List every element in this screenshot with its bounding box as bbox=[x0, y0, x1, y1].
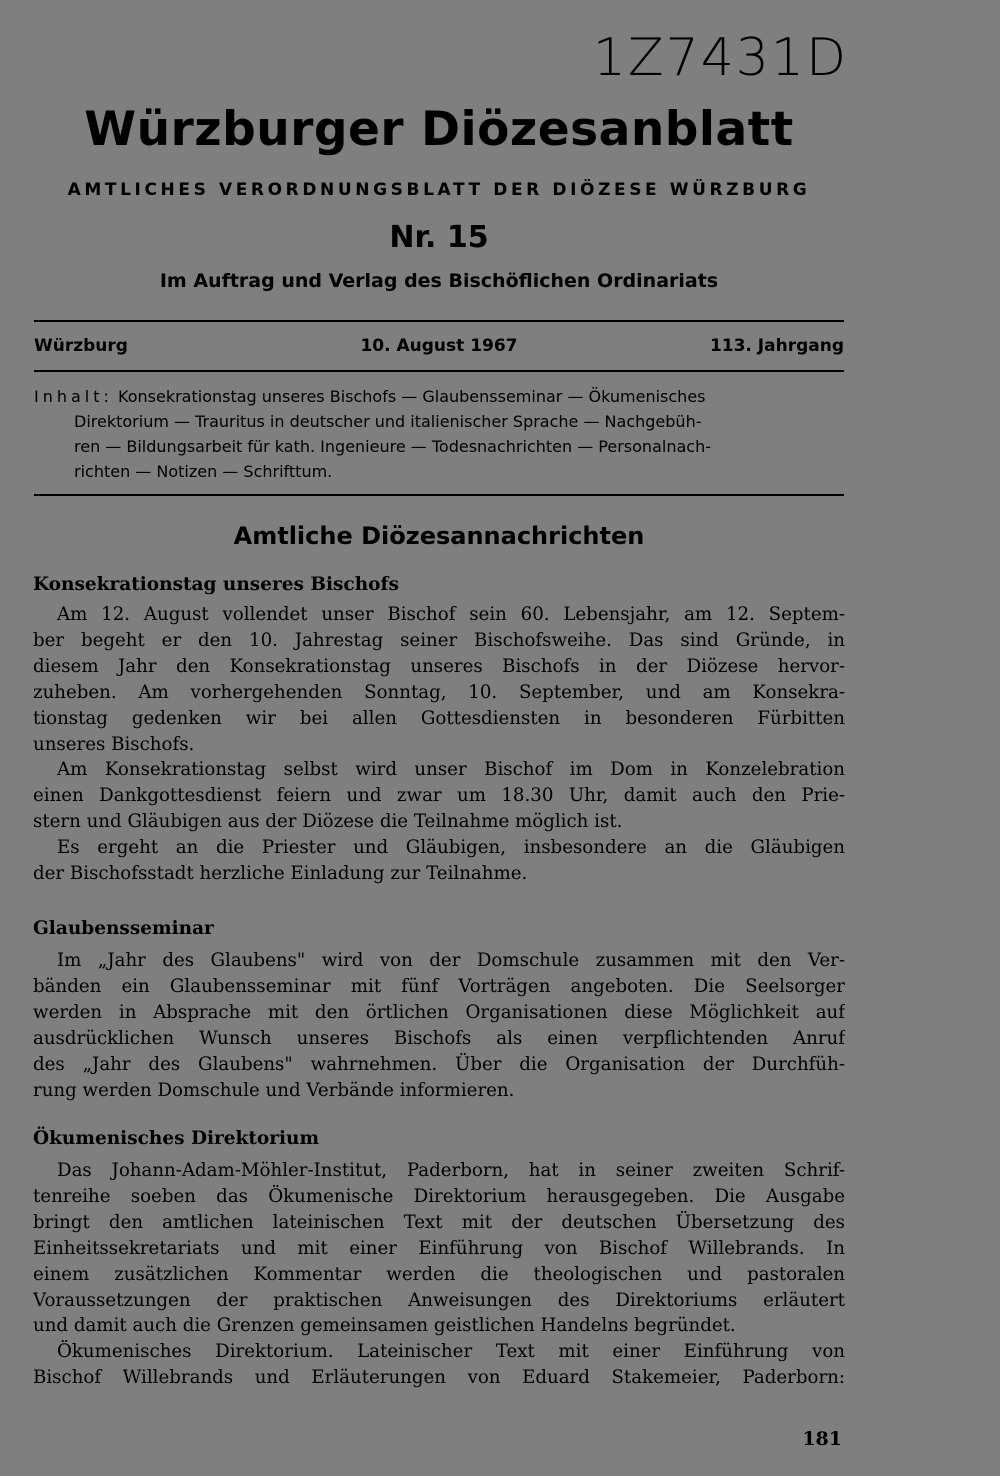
text-line: einen Dankgottesdienst feiern und zwar um 18.30 Uhr, damit auch den Prie- bbox=[33, 785, 845, 807]
issue-number: Nr. 15 bbox=[389, 220, 489, 255]
section-title: Amtliche Diözesannachrichten bbox=[233, 522, 645, 550]
publisher-line: Im Auftrag und Verlag des Bischöflichen Ordinariats bbox=[159, 270, 719, 292]
text-line: ausdrücklichen Wunsch unseres Bischofs als einen verpflichtenden Anruf bbox=[33, 1027, 845, 1049]
text-line: Bischof Willebrands und Erläuterungen von Eduard Stakemeier, Paderborn: bbox=[33, 1367, 845, 1389]
contents-line: ren — Bildungsarbeit für kath. Ingenieure — Todesnachrichten — Personalnach- bbox=[74, 437, 711, 456]
text-line: Im „Jahr des Glaubens" wird von der Domschule zusammen mit den Ver- bbox=[57, 950, 845, 971]
article-konsekrationstag bbox=[33, 572, 845, 887]
text-line: Das Johann-Adam-Möhler-Institut, Paderborn, hat in seiner zweiten Schrif- bbox=[57, 1160, 845, 1181]
text-line: unseres Bischofs. bbox=[33, 733, 195, 755]
divider-top bbox=[34, 320, 844, 322]
text-line: tenreihe soeben das Ökumenische Direktorium herausgegeben. Die Ausgabe bbox=[33, 1185, 845, 1207]
text-line: einem zusätzlichen Kommentar werden die theologischen und pastoralen bbox=[33, 1263, 845, 1285]
text-line: Einheitssekretariats und mit einer Einführung von Bischof Willebrands. In bbox=[33, 1237, 845, 1259]
divider-middle bbox=[34, 370, 844, 372]
divider-bottom bbox=[34, 494, 844, 496]
masthead-subtitle: AMTLICHES VERORDNUNGSBLATT DER DIÖZESE WÜRZBURG bbox=[67, 180, 811, 200]
text-line: diesem Jahr den Konsekrationstag unseres Bischofs in der Diözese hervor- bbox=[33, 655, 845, 677]
text-line: bänden ein Glaubensseminar mit fünf Vorträgen angeboten. Die Seelsorger bbox=[33, 975, 845, 997]
article-glaubensseminar bbox=[33, 916, 845, 1103]
dateline bbox=[34, 336, 844, 356]
call-number: 1Z7431D bbox=[592, 28, 848, 88]
dateline-date: 10. August 1967 bbox=[360, 336, 518, 356]
text-line: rung werden Domschule und Verbände informieren. bbox=[33, 1079, 515, 1101]
contents-line: Direktorium — Trauritus in deutscher und italienischer Sprache — Nachgebüh- bbox=[74, 412, 702, 431]
dateline-volume: 113. Jahrgang bbox=[709, 336, 844, 356]
text-line: ber begeht er den 10. Jahrestag seiner Bischofsweihe. Das sind Gründe, in bbox=[33, 629, 845, 651]
article-heading: Ökumenisches Direktorium bbox=[33, 1128, 320, 1149]
dateline-place: Würzburg bbox=[34, 336, 128, 356]
contents-line: richten — Notizen — Schrifttum. bbox=[74, 462, 333, 481]
text-line: zuheben. Am vorhergehenden Sonntag, 10. September, und am Konsekra- bbox=[33, 681, 845, 703]
masthead-title: Würzburger Diözesanblatt bbox=[84, 102, 794, 157]
text-line: des „Jahr des Glaubens" wahrnehmen. Über die Organisation der Durchfüh- bbox=[33, 1053, 845, 1075]
text-line: Am 12. August vollendet unser Bischof sein 60. Lebensjahr, am 12. Septem- bbox=[57, 604, 845, 625]
text-line: Am Konsekrationstag selbst wird unser Bischof im Dom in Konzelebration bbox=[57, 759, 845, 781]
text-line: Voraussetzungen der praktischen Anweisungen des Direktoriums erläutert bbox=[33, 1289, 845, 1311]
text-line: der Bischofsstadt herzliche Einladung zur Teilnahme. bbox=[33, 863, 528, 885]
contents-label: Inhalt: bbox=[34, 387, 113, 406]
text-line: Ökumenisches Direktorium. Lateinischer Text mit einer Einführung von bbox=[57, 1341, 845, 1363]
text-line: tionstag gedenken wir bei allen Gottesdiensten in besonderen Fürbitten bbox=[33, 707, 845, 729]
text-line: bringt den amtlichen lateinischen Text mit der deutschen Übersetzung des bbox=[33, 1211, 845, 1233]
text-line: und damit auch die Grenzen gemeinsamen geistlichen Handelns begründet. bbox=[33, 1315, 736, 1337]
article-heading: Glaubensseminar bbox=[33, 918, 214, 939]
table-of-contents bbox=[34, 384, 844, 484]
text-line: werden in Absprache mit den örtlichen Organisationen diese Möglichkeit auf bbox=[33, 1001, 845, 1023]
article-oekumenisches-direktorium bbox=[33, 1126, 845, 1391]
text-line: stern und Gläubigen aus der Diözese die Teilnahme möglich ist. bbox=[33, 811, 623, 833]
article-heading: Konsekrationstag unseres Bischofs bbox=[33, 574, 399, 595]
text-line: Es ergeht an die Priester und Gläubigen, insbesondere an die Gläubigen bbox=[57, 837, 845, 859]
page-number: 181 bbox=[802, 1428, 842, 1450]
contents-line: Inhalt: Konsekrationstag unseres Bischofs — Glaubensseminar — Ökumenisches bbox=[34, 387, 706, 406]
